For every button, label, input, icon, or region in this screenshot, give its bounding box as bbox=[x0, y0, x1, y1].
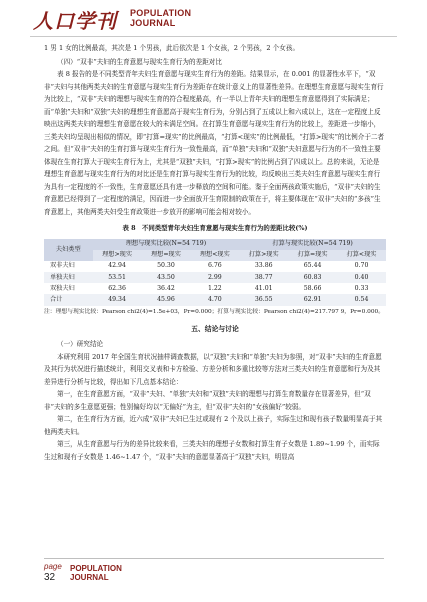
row-label: 单独夫妇 bbox=[44, 272, 93, 283]
sub-heading: （四）“双非”夫妇的生育意愿与现实生育行为的差距对比 bbox=[57, 57, 222, 66]
footer-en-line1: POPULATION bbox=[70, 564, 122, 573]
cell: 62.91 bbox=[288, 294, 337, 305]
cell: 41.01 bbox=[254, 284, 273, 292]
cell: 45.96 bbox=[142, 294, 191, 305]
paragraph-continuation: 1 男 1 女的比例最高，其次是 1 个男孩，此后依次是 1 个女孩，2 个男孩，2 个女孩。 bbox=[44, 44, 300, 52]
cell: 36.42 bbox=[157, 284, 175, 292]
cell: 53.51 bbox=[93, 272, 142, 283]
journal-logo-english bbox=[130, 8, 191, 28]
table-note: 注：理想与现实比较：Pearson chi2(4)=1.5e+03，Pr=0.000；打算与现实比较：Pearson chi2(4)=217.797 9，Pr=0.000。 bbox=[44, 308, 385, 315]
cell: 50.30 bbox=[157, 262, 175, 270]
cell: 38.77 bbox=[239, 272, 288, 283]
table-row bbox=[44, 283, 386, 294]
row-label: 合计 bbox=[44, 294, 93, 305]
cell: 0.40 bbox=[337, 272, 386, 283]
cell: 33.86 bbox=[254, 262, 273, 270]
cell: 43.50 bbox=[142, 272, 191, 283]
cell: 0.33 bbox=[354, 284, 369, 292]
table-8 bbox=[44, 222, 386, 317]
table-row-total bbox=[44, 294, 386, 305]
footer-divider bbox=[44, 558, 384, 559]
subheader: 打算<现实 bbox=[337, 250, 386, 261]
header-divider bbox=[30, 36, 397, 37]
page-label: page bbox=[44, 562, 62, 571]
col-group-plan: 打算与现实比较(N=54 719) bbox=[239, 239, 386, 250]
footer-en-line2: JOURNAL bbox=[70, 573, 109, 582]
page-number: 32 bbox=[44, 572, 56, 583]
cell: 42.94 bbox=[108, 262, 126, 270]
subheader: 打算>现实 bbox=[239, 250, 288, 261]
cell: 58.66 bbox=[303, 284, 322, 292]
col-couple-type: 夫妇类型 bbox=[44, 239, 93, 261]
table-title: 表 8 不同类型青年夫妇生育意愿与现实生育行为的差距比较(%) bbox=[122, 224, 308, 232]
row-label: 双非夫妇 bbox=[50, 262, 75, 270]
paragraph-conclusion-1: 第一，在生育意愿方面，“双非”夫妇、“单独”夫妇和“双独”夫妇的理想与打算生育数量存在显著差异，但“双非”夫妇的多生意愿更强；性别偏好均以“无偏好”为主，但“双非”夫妇的“女孩偏好”较弱。 bbox=[44, 390, 371, 411]
table-row bbox=[44, 272, 386, 283]
cell: 49.34 bbox=[93, 294, 142, 305]
col-group-ideal: 理想与现实比较(N=54 719) bbox=[93, 239, 240, 250]
paragraph-conclusion-intro: 本研究利用 2017 年全国生育状况抽样调查数据，以“双独”夫妇和“单独”夫妇为参照，对“双非”夫妇的生育意愿及其行为状况进行描述统计，利用交叉表和卡方检验、方差分析和多重比较等方法对三类夫妇的生育意愿和行为及其差异进行分析与比较，得出如下几点基本结论： bbox=[44, 352, 382, 386]
cell: 0.54 bbox=[337, 294, 386, 305]
cell: 65.44 bbox=[303, 262, 322, 270]
table-row bbox=[44, 261, 386, 272]
subheader: 打算=现实 bbox=[288, 250, 337, 261]
page-footer bbox=[44, 558, 384, 594]
paragraph-conclusion-2: 第二，在生育行为方面，近六成“双非”夫妇已生过或现有 2 个及以上孩子，实际生过和现有孩子数量明显高于其他两类夫妇。 bbox=[44, 415, 383, 436]
cell: 1.22 bbox=[207, 284, 222, 292]
sub-heading-conclusions: （一）研究结论 bbox=[57, 340, 104, 349]
article-body bbox=[44, 42, 386, 463]
cell: 36.55 bbox=[239, 294, 288, 305]
cell: 6.76 bbox=[207, 262, 222, 270]
section-title: 五、结论与讨论 bbox=[191, 324, 239, 333]
paragraph-table-analysis: 表 8 报告的是不同类型青年夫妇生育意愿与现实生育行为的差距。结果显示，在 0.001 的显著性水平下，“双非”夫妇与其他两类夫妇的生育意愿与现实生育行为差距存在统计意义上的显著性差异。在理想生育意愿与现实生育行为比较上，“双非”夫妇的理想与现实生育的符合程度最高，有一半以上青年夫妇的理想生育意愿得到了实际满足；而“单独”夫妇和“双独”夫妇的理想生育意愿高于现实生育行为，分别占到了五成以上和六成以上，这在一定程度上反映出这两类夫妇的理想生育意愿在较大的未满足空间。在打算生育意愿与现实生育行为的比较上，差距进一步缩小，三类夫妇均呈现出相似的情况，即“打算=现实”的比例最高，“打算<现实”的比例最低，“打算>现实”的比例介于二者之间。但“双非”夫妇的生育打算与现实生育行为一致性最高，而“单独”夫妇和“双独”夫妇意愿与行为的不一致性主要体现在生育打算大于现实生育行为上，尤其是“双独”夫妇，“打算>现实”的比例占到了四成以上。总的来说，无论是理想生育意愿与现实生育行为的对比还是生育打算与现实生育行为的比较，均反映出三类夫妇生育意愿与现实生育行为具有一定程度的不一致性，生育意愿还具有进一步释放的空间和可能。鉴于全面两孩政策实施后，“双非”夫妇的生育意愿已经得到了一定程度的满足，因而进一步全面放开生育限制的政策在于，将主要体现在“双非”夫妇的“多孩”生育意愿上，其他两类夫妇受生育政策进一步放开的影响可能会相对较小。 bbox=[44, 70, 385, 216]
logo-en-line1: POPULATION bbox=[130, 8, 192, 18]
cell: 60.83 bbox=[288, 272, 337, 283]
footer-journal-name bbox=[70, 564, 122, 582]
logo-en-line2: JOURNAL bbox=[130, 18, 176, 28]
subheader: 理想>现实 bbox=[93, 250, 142, 261]
cell: 62.36 bbox=[108, 284, 126, 292]
subheader: 理想=现实 bbox=[142, 250, 191, 261]
journal-logo-chinese: 人口学刊 bbox=[33, 9, 117, 33]
row-label: 双独夫妇 bbox=[50, 284, 75, 292]
cell: 4.70 bbox=[190, 294, 239, 305]
subheader: 理想<现实 bbox=[190, 250, 239, 261]
cell: 2.99 bbox=[190, 272, 239, 283]
gap-comparison-table bbox=[44, 239, 386, 306]
journal-header bbox=[0, 0, 427, 44]
cell: 0.70 bbox=[354, 262, 369, 270]
paragraph-conclusion-3: 第三，从生育意愿与行为的差异比较来看，三类夫妇的理想子女数和打算生育子女数是 1.89~1.99 个，而实际生过和现有子女数是 1.46~1.47 个，“双非”夫妇的意愿显著高于“双独”夫妇，明显高 bbox=[44, 440, 380, 461]
